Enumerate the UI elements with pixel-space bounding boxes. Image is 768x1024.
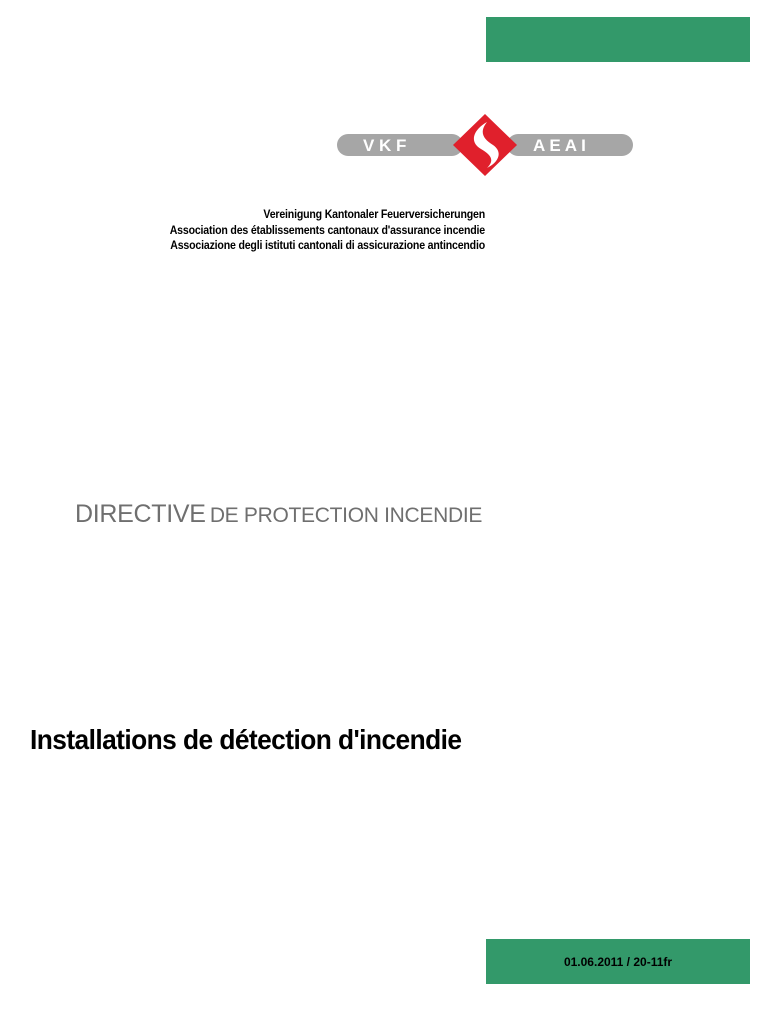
vkf-aeai-logo xyxy=(337,114,633,176)
directive-heading xyxy=(75,500,482,529)
organization-name-it: Associazione degli istituti cantonali di assicurazione antincendio xyxy=(170,240,485,252)
bottom-color-band xyxy=(486,939,750,984)
logo-text-aeai: A E A I xyxy=(533,136,586,155)
organization-name-fr: Association des établissements cantonaux d'assurance incendie xyxy=(169,224,485,237)
document-title: Installations de détection d'incendie xyxy=(30,724,462,755)
organization-name-de: Vereinigung Kantonaler Feuerversicherungen xyxy=(263,209,485,221)
top-color-band xyxy=(486,17,750,62)
directive-heading-main: DIRECTIVE xyxy=(75,500,206,528)
logo-graphic xyxy=(337,114,633,176)
directive-heading-rest: DE PROTECTION INCENDIE xyxy=(209,504,483,527)
logo-text-vkf: V K F xyxy=(363,136,407,155)
organization-names xyxy=(131,208,485,255)
date-reference: 01.06.2011 / 20-11fr xyxy=(563,954,673,969)
